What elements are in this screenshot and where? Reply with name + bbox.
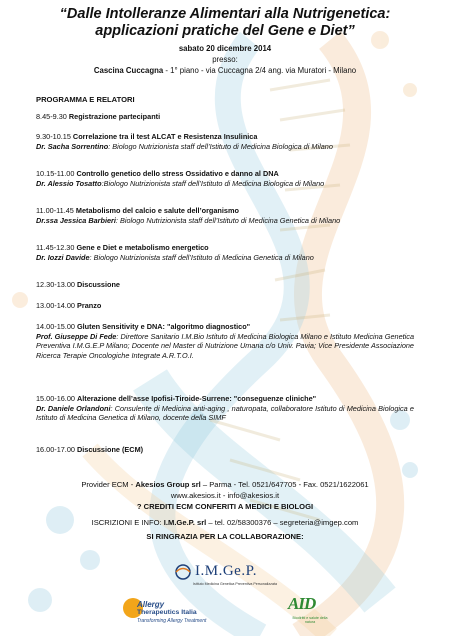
item-title: Pranzo: [76, 301, 102, 310]
item-time: 10.15-11.00: [36, 169, 77, 178]
ecm-credits: ? CREDITI ECM CONFERITI A MEDICI E BIOLOGI: [136, 502, 314, 511]
program-item: [36, 394, 414, 423]
program-item: [36, 112, 414, 122]
allergy-therapeutics-logo: [121, 596, 221, 632]
venue-name: Cascina Cuccagna: [93, 66, 164, 75]
item-time: 14.00-15.00: [36, 322, 77, 331]
item-speaker: Dr. Sacha Sorrentino: [36, 141, 109, 151]
item-time: 16.00-17.00: [36, 445, 77, 454]
provider-line: [0, 480, 450, 490]
venue-label: presso:: [212, 55, 238, 64]
item-time: 9.30-10.15: [36, 132, 73, 141]
provider-phone: – Parma - Tel. 0521/647705 - Fax. 0521/1622061: [200, 480, 369, 489]
registration-label: ISCRIZIONI E INFO:: [91, 518, 164, 527]
item-title: Metabolismo del calcio e salute dell’organismo: [75, 206, 239, 215]
item-time: 13.00-14.00: [36, 301, 77, 310]
allergy-name-2: Therapeutics Italia: [137, 609, 197, 616]
item-speaker: Dr. Alessio Tosatto: [36, 178, 102, 188]
item-speaker-role: : Biologo Nutrizionista staff dell’Istituto di Medicina Genetica di Milano: [115, 215, 341, 225]
venue-details: - 1° piano - via Cuccagna 2/4 ang. via Muratori - Milano: [163, 66, 357, 75]
aid-tagline: Biodiritti e salute della natura: [292, 616, 328, 624]
program-item: [36, 322, 414, 360]
provider-contacts: www.akesios.it - info@akesios.it: [170, 491, 280, 500]
item-speaker-role: : Consulente di Medicina anti-aging , naturopata, collaboratore Istituto di Medicina Biologica e Istituto di Medicina Genetica di Milano, docente della SIMF: [36, 403, 414, 423]
title-line-1: “Dalle Intolleranze Alimentari alla Nutrigenetica:: [59, 6, 391, 22]
item-title: Discussione (ECM): [76, 445, 144, 454]
program-heading: PROGRAMMA E RELATORI: [36, 95, 135, 104]
item-speaker: Prof. Giuseppe Di Fede: [36, 331, 117, 341]
imgep-mark-icon: [172, 563, 194, 581]
program-item: [36, 169, 414, 188]
item-time: 15.00-16.00: [36, 394, 77, 403]
item-title: Registrazione partecipanti: [68, 112, 161, 121]
imgep-logo: [170, 563, 300, 591]
item-title: Correlazione tra il test ALCAT e Resistenza Insulinica: [72, 132, 258, 141]
imgep-subtitle: Istituto Medicina Genetica Preventiva Personalizzata: [193, 582, 277, 586]
program-item: [36, 301, 414, 311]
event-date: sabato 20 dicembre 2014: [178, 44, 272, 53]
aid-mark: AID: [288, 594, 316, 613]
item-speaker: Dr. Iozzi Davide: [36, 252, 90, 262]
thanks-heading: SI RINGRAZIA PER LA COLLABORAZIONE:: [146, 532, 304, 541]
aid-logo: [288, 594, 332, 632]
item-time: 11.00-11.45: [36, 206, 76, 215]
item-time: 8.45-9.30: [36, 112, 69, 121]
venue-address: [0, 66, 450, 76]
program-item: [36, 280, 414, 290]
imgep-name: I.M.Ge.P.: [195, 563, 258, 579]
allergy-tagline: Transforming Allergy Treatment: [137, 618, 207, 624]
item-title: Alterazione dell’asse Ipofisi-Tiroide-Surrene: "conseguenze cliniche": [76, 394, 317, 403]
registration-org: I.M.Ge.P. srl: [163, 518, 207, 527]
item-speaker-role: : Direttore Sanitario I.M.Bio Istituto di Medicina Biologica Milano e Istituto Medicina Genetica Preventiva I.M.G.E.P Milano; Docente nel Master di Nutrizione Umana c/o Univ. Pavia; Vice Presidente Associazione Ricerca Terapie Oncologiche Integrate A.R.T.O.I.: [36, 331, 414, 360]
event-title: [0, 6, 450, 40]
item-speaker: Dr. Daniele Orlandoni: [36, 403, 111, 413]
registration-line: [0, 518, 450, 528]
provider-name: Akesios Group srl: [135, 480, 201, 489]
item-speaker-role: : Biologo Nutrizionista staff dell’Istituto di Medicina Biologica di Milano: [108, 141, 333, 151]
item-title: Gluten Sensitivity e DNA: "algoritmo diagnostico": [76, 322, 251, 331]
provider-label: Provider ECM -: [81, 480, 136, 489]
item-title: Gene e Diet e metabolismo energetico: [76, 243, 209, 252]
item-time: 12.30-13.00: [36, 280, 77, 289]
program-item: [36, 132, 414, 151]
registration-contacts: – tel. 02/58300376 – segreteria@imgep.com: [206, 518, 359, 527]
item-time: 11.45-12.30: [36, 243, 77, 252]
allergy-name: Allergy: [137, 600, 165, 609]
program-item: [36, 445, 414, 455]
title-line-2: applicazioni pratiche del Gene e Diet”: [95, 23, 355, 39]
item-speaker-role: : Biologo Nutrizionista staff dell’Istituto di Medicina Genetica di Milano: [89, 252, 314, 262]
item-speaker-role: :Biologo Nutrizionista staff dell’Istituto di Medicina Biologica di Milano: [101, 178, 325, 188]
item-title: Controllo genetico dello stress Ossidativo e danno al DNA: [76, 169, 279, 178]
item-title: Discussione: [76, 280, 120, 289]
item-speaker: Dr.ssa Jessica Barbieri: [36, 215, 116, 225]
program-item: [36, 243, 414, 262]
program-item: [36, 206, 414, 225]
